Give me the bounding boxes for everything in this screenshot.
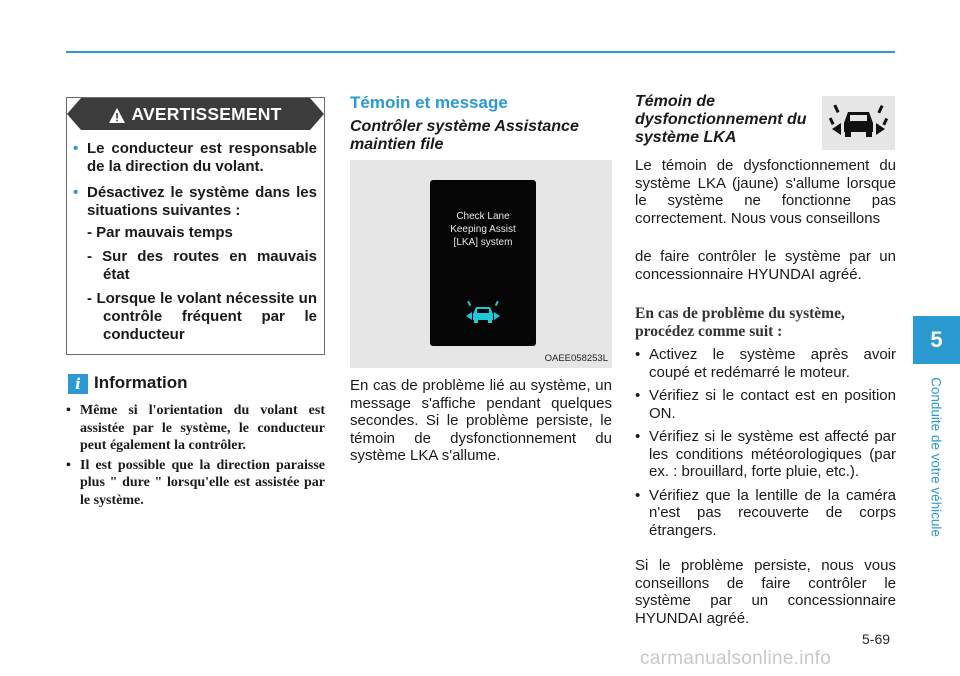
image-code: OAEE058253L bbox=[544, 353, 608, 364]
information-list bbox=[66, 402, 325, 511]
bullet-icon: • bbox=[635, 387, 641, 404]
lka-car-icon bbox=[822, 96, 895, 150]
page-number: 5-69 bbox=[862, 631, 891, 647]
information-title: Information bbox=[94, 373, 188, 392]
warning-subitem: - Sur des routes en mauvais état bbox=[87, 248, 317, 283]
bullet-icon: • bbox=[635, 346, 641, 363]
watermark: carmanualsonline.info bbox=[640, 648, 832, 669]
cluster-screen bbox=[430, 180, 536, 346]
warning-header bbox=[67, 98, 324, 130]
warning-list bbox=[73, 140, 317, 350]
procedure-list bbox=[635, 346, 896, 545]
bullet-icon: • bbox=[73, 140, 79, 157]
chapter-label: Conduite de votre véhicule bbox=[928, 377, 944, 537]
top-rule bbox=[66, 51, 895, 53]
information-item: • Même si l'orientation du volant est assistée par le système, le conducteur peut également la contrôler. bbox=[66, 403, 325, 453]
information-item: • Il est possible que la direction paraisse plus " dure " lorsqu'elle est assistée par le système. bbox=[66, 457, 325, 508]
bullet-icon: • bbox=[66, 403, 71, 418]
warning-box bbox=[66, 97, 325, 355]
list-item: • Vérifiez si le système est affecté par les conditions météorologiques (par ex. : brouillard, forte pluie, etc.). bbox=[635, 428, 896, 480]
cluster-image bbox=[350, 160, 612, 368]
section-heading: Témoin et message bbox=[350, 93, 508, 112]
bullet-icon: • bbox=[635, 428, 641, 445]
warning-subitem: - Lorsque le volant nécessite un contrôle fréquent par le conducteur bbox=[87, 290, 317, 343]
chapter-tab: 5 bbox=[913, 316, 960, 364]
bullet-icon: • bbox=[66, 457, 71, 473]
list-item: • Vérifiez que la lentille de la caméra n'est pas recouverte de corps étrangers. bbox=[635, 486, 896, 539]
bullet-icon: • bbox=[635, 486, 641, 504]
paragraph: En cas de problème lié au système, un message s'affiche pendant quelques secondes. Si le problème persiste, le témoin de dysfonctionnement du système LKA s'allume. bbox=[350, 377, 612, 464]
paragraph: Le témoin de dysfonctionnement du système LKA (jaune) s'allume lorsque le système ne fonctionne pas correctement. Nous vous conseillons bbox=[635, 157, 896, 227]
lka-indicator-image bbox=[822, 96, 895, 150]
list-item: • Activez le système après avoir coupé et redémarré le moteur. bbox=[635, 346, 896, 381]
warning-item: • Désactivez le système dans les situations suivantes : bbox=[73, 184, 317, 219]
procedure-heading: En cas de problème du système, procédez comme suit : bbox=[635, 305, 845, 340]
warning-triangle-icon bbox=[109, 108, 125, 123]
paragraph: Si le problème persiste, nous vous conseillons de faire contrôler le système par un concessionnaire HYUNDAI agréé. bbox=[635, 557, 896, 627]
screen-message: Check Lane Keeping Assist [LKA] system bbox=[450, 211, 516, 248]
lka-warning-icon bbox=[463, 298, 503, 328]
bullet-icon: • bbox=[73, 184, 79, 201]
info-icon: i bbox=[68, 374, 88, 394]
warning-subitem: - Par mauvais temps bbox=[87, 224, 233, 241]
warning-item: • Le conducteur est responsable de la direction du volant. bbox=[73, 140, 317, 175]
list-item: • Vérifiez si le contact est en position ON. bbox=[635, 387, 896, 422]
paragraph: de faire contrôler le système par un concessionnaire HYUNDAI agréé. bbox=[635, 248, 896, 283]
section-heading: Témoin de dysfonctionnement du système LKA bbox=[635, 93, 807, 146]
section-subheading: Contrôler système Assistance maintien file bbox=[350, 118, 579, 153]
warning-title: AVERTISSEMENT bbox=[67, 98, 324, 130]
